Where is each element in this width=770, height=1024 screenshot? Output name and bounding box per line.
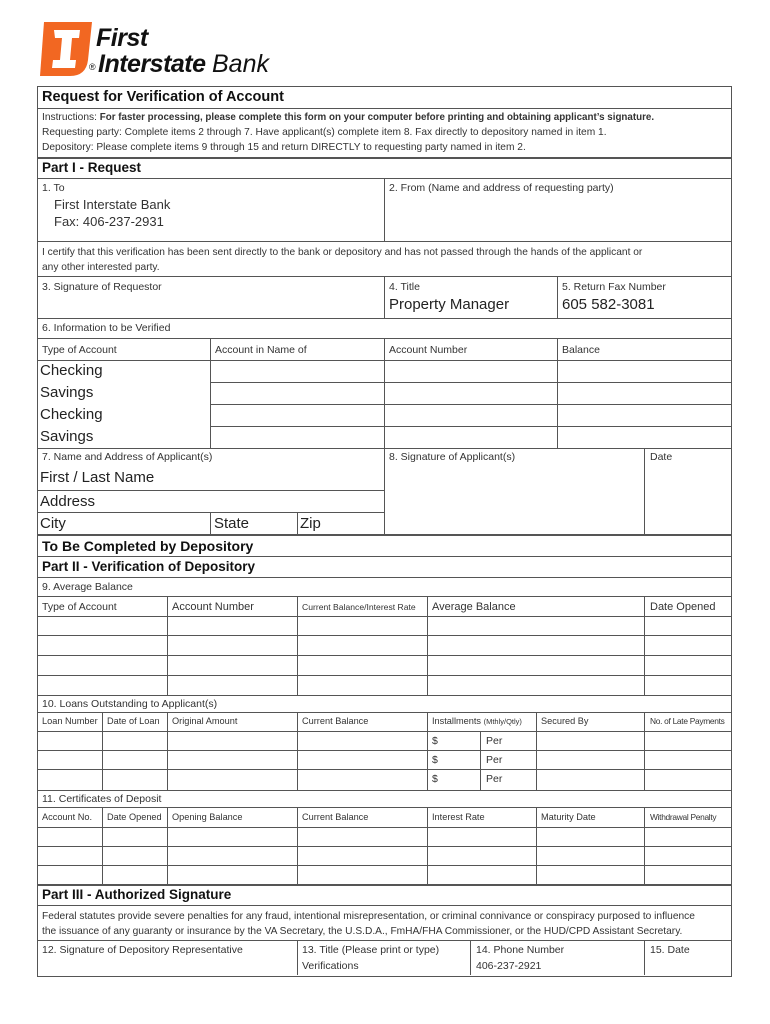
- col-account-number: Account Number: [389, 344, 468, 356]
- loan-col-installments: [432, 716, 522, 726]
- cd-col-maturity: Maturity Date: [541, 812, 596, 822]
- form-title: Request for Verification of Account: [42, 89, 284, 105]
- loan-col-installments-freq: (Mthly/Qtly): [483, 717, 522, 726]
- applicant-date-field[interactable]: [649, 466, 727, 531]
- depository-sig-label: 12. Signature of Depository Representative: [42, 944, 243, 956]
- cd-col-current-balance: Current Balance: [302, 812, 369, 822]
- cd-col-opening-balance: Opening Balance: [172, 812, 243, 822]
- applicant-zip[interactable]: Zip: [300, 515, 321, 532]
- depository-title-value[interactable]: Verifications: [302, 960, 359, 972]
- installment-dollar-3: $: [432, 773, 438, 785]
- account-type-2[interactable]: Savings: [40, 384, 94, 401]
- part1-heading: Part I - Request: [42, 160, 142, 175]
- bank-logo: [36, 20, 276, 80]
- loan-col-late-payments: No. of Late Payments: [650, 716, 725, 726]
- instructions-prefix: Instructions:: [42, 112, 100, 123]
- info-verified-label: 6. Information to be Verified: [42, 322, 171, 334]
- depository-title-label: 13. Title (Please print or type): [302, 944, 440, 956]
- applicant-name[interactable]: First / Last Name: [40, 469, 155, 486]
- loan-col-current: Current Balance: [302, 716, 369, 726]
- part2-heading: Part II - Verification of Depository: [42, 559, 256, 574]
- depository-date-field[interactable]: [649, 958, 727, 973]
- installment-dollar-1: $: [432, 735, 438, 747]
- logo-interstate: Interstate: [98, 50, 206, 78]
- loan-col-number: Loan Number: [42, 716, 98, 726]
- installment-per-1: Per: [486, 735, 503, 747]
- account-type-3[interactable]: Checking: [40, 406, 103, 423]
- installment-per-2: Per: [486, 754, 503, 766]
- average-balance-label: 9. Average Balance: [42, 581, 133, 593]
- phone-label: 14. Phone Number: [476, 944, 565, 956]
- instructions-line1: [42, 112, 654, 123]
- from-label: 2. From (Name and address of requesting party): [389, 182, 614, 194]
- installment-dollar-2: $: [432, 754, 438, 766]
- return-fax-label: 5. Return Fax Number: [562, 281, 666, 293]
- applicant-signature-label: 8. Signature of Applicant(s): [389, 451, 516, 463]
- loan-col-secured: Secured By: [541, 716, 589, 726]
- to-bank-name: First Interstate Bank: [54, 197, 171, 212]
- avg-col-type: Type of Account: [42, 601, 117, 613]
- penalty-line1: Federal statutes provide severe penalties for any fraud, intentional misrepresentation, or criminal connivance or conspiracy purposed to influence: [42, 911, 695, 922]
- applicant-date-label: Date: [650, 451, 673, 463]
- depository-signature-field[interactable]: [42, 958, 292, 973]
- instructions-line2: Requesting party: Complete items 2 through 7. Have applicant(s) complete item 8. Fax directly to depository named in item 1.: [42, 127, 607, 138]
- applicant-label: 7. Name and Address of Applicant(s): [42, 451, 213, 463]
- depository-heading: To Be Completed by Depository: [42, 538, 254, 554]
- penalty-text: [42, 909, 695, 939]
- date-label: 15. Date: [650, 944, 690, 956]
- loans-label: 10. Loans Outstanding to Applicant(s): [42, 698, 218, 710]
- col-type-of-account: Type of Account: [42, 344, 117, 356]
- avg-col-date-opened: Date Opened: [650, 601, 716, 613]
- certify-text: [42, 245, 727, 275]
- cd-col-account: Account No.: [42, 812, 93, 822]
- logo-first: First: [96, 24, 148, 52]
- avg-col-current-balance: Current Balance/Interest Rate: [302, 602, 416, 612]
- account-type-1[interactable]: Checking: [40, 362, 103, 379]
- cd-col-penalty: Withdrawal Penalty: [650, 812, 717, 822]
- cd-col-interest-rate: Interest Rate: [432, 812, 485, 822]
- requestor-sig-label: 3. Signature of Requestor: [42, 281, 162, 293]
- title-value[interactable]: Property Manager: [389, 296, 510, 313]
- instructions-bold: For faster processing, please complete this form on your computer before printing and obtaining applicant’s signature.: [99, 112, 655, 123]
- loan-col-date: Date of Loan: [107, 716, 160, 726]
- logo-bank: Bank: [212, 50, 269, 78]
- loan-col-installments-text: Installments: [432, 716, 482, 726]
- penalty-line2: the issuance of any guaranty or insurance by the VA Secretary, the U.S.D.A., FmHA/FHA Commissioner, or the HUD/CPD Assistant Secretary.: [42, 926, 683, 937]
- to-fax: Fax: 406-237-2931: [54, 214, 164, 229]
- to-label: 1. To: [42, 182, 65, 194]
- cd-col-date-opened: Date Opened: [107, 812, 162, 822]
- instructions-line3: Depository: Please complete items 9 through 15 and return DIRECTLY to requesting party named in item 2.: [42, 142, 526, 153]
- applicant-address[interactable]: Address: [40, 493, 96, 510]
- applicant-city[interactable]: City: [40, 515, 66, 532]
- applicant-state[interactable]: State: [214, 515, 250, 532]
- from-field[interactable]: [390, 196, 726, 238]
- certify-line1: I certify that this verification has been sent directly to the bank or depository and has not passed through the hands of the applicant or: [42, 247, 643, 258]
- bank-logo-mark: [36, 20, 96, 78]
- avg-col-average-balance: Average Balance: [432, 601, 516, 613]
- logo-registered: ®: [89, 62, 96, 72]
- avg-col-number: Account Number: [172, 601, 254, 613]
- col-balance: Balance: [562, 344, 600, 356]
- certify-line2: any other interested party.: [42, 262, 160, 273]
- requestor-signature-field[interactable]: [42, 296, 380, 316]
- cd-label: 11. Certificates of Deposit: [42, 793, 162, 805]
- return-fax-value[interactable]: 605 582-3081: [562, 296, 655, 313]
- account-type-4[interactable]: Savings: [40, 428, 94, 445]
- loan-col-original: Original Amount: [172, 716, 238, 726]
- title-label: 4. Title: [389, 281, 420, 293]
- part3-heading: Part III - Authorized Signature: [42, 887, 232, 902]
- phone-value[interactable]: 406-237-2921: [476, 960, 542, 972]
- applicant-signature-field[interactable]: [389, 466, 641, 531]
- installment-per-3: Per: [486, 773, 503, 785]
- col-account-in-name-of: Account in Name of: [215, 344, 307, 356]
